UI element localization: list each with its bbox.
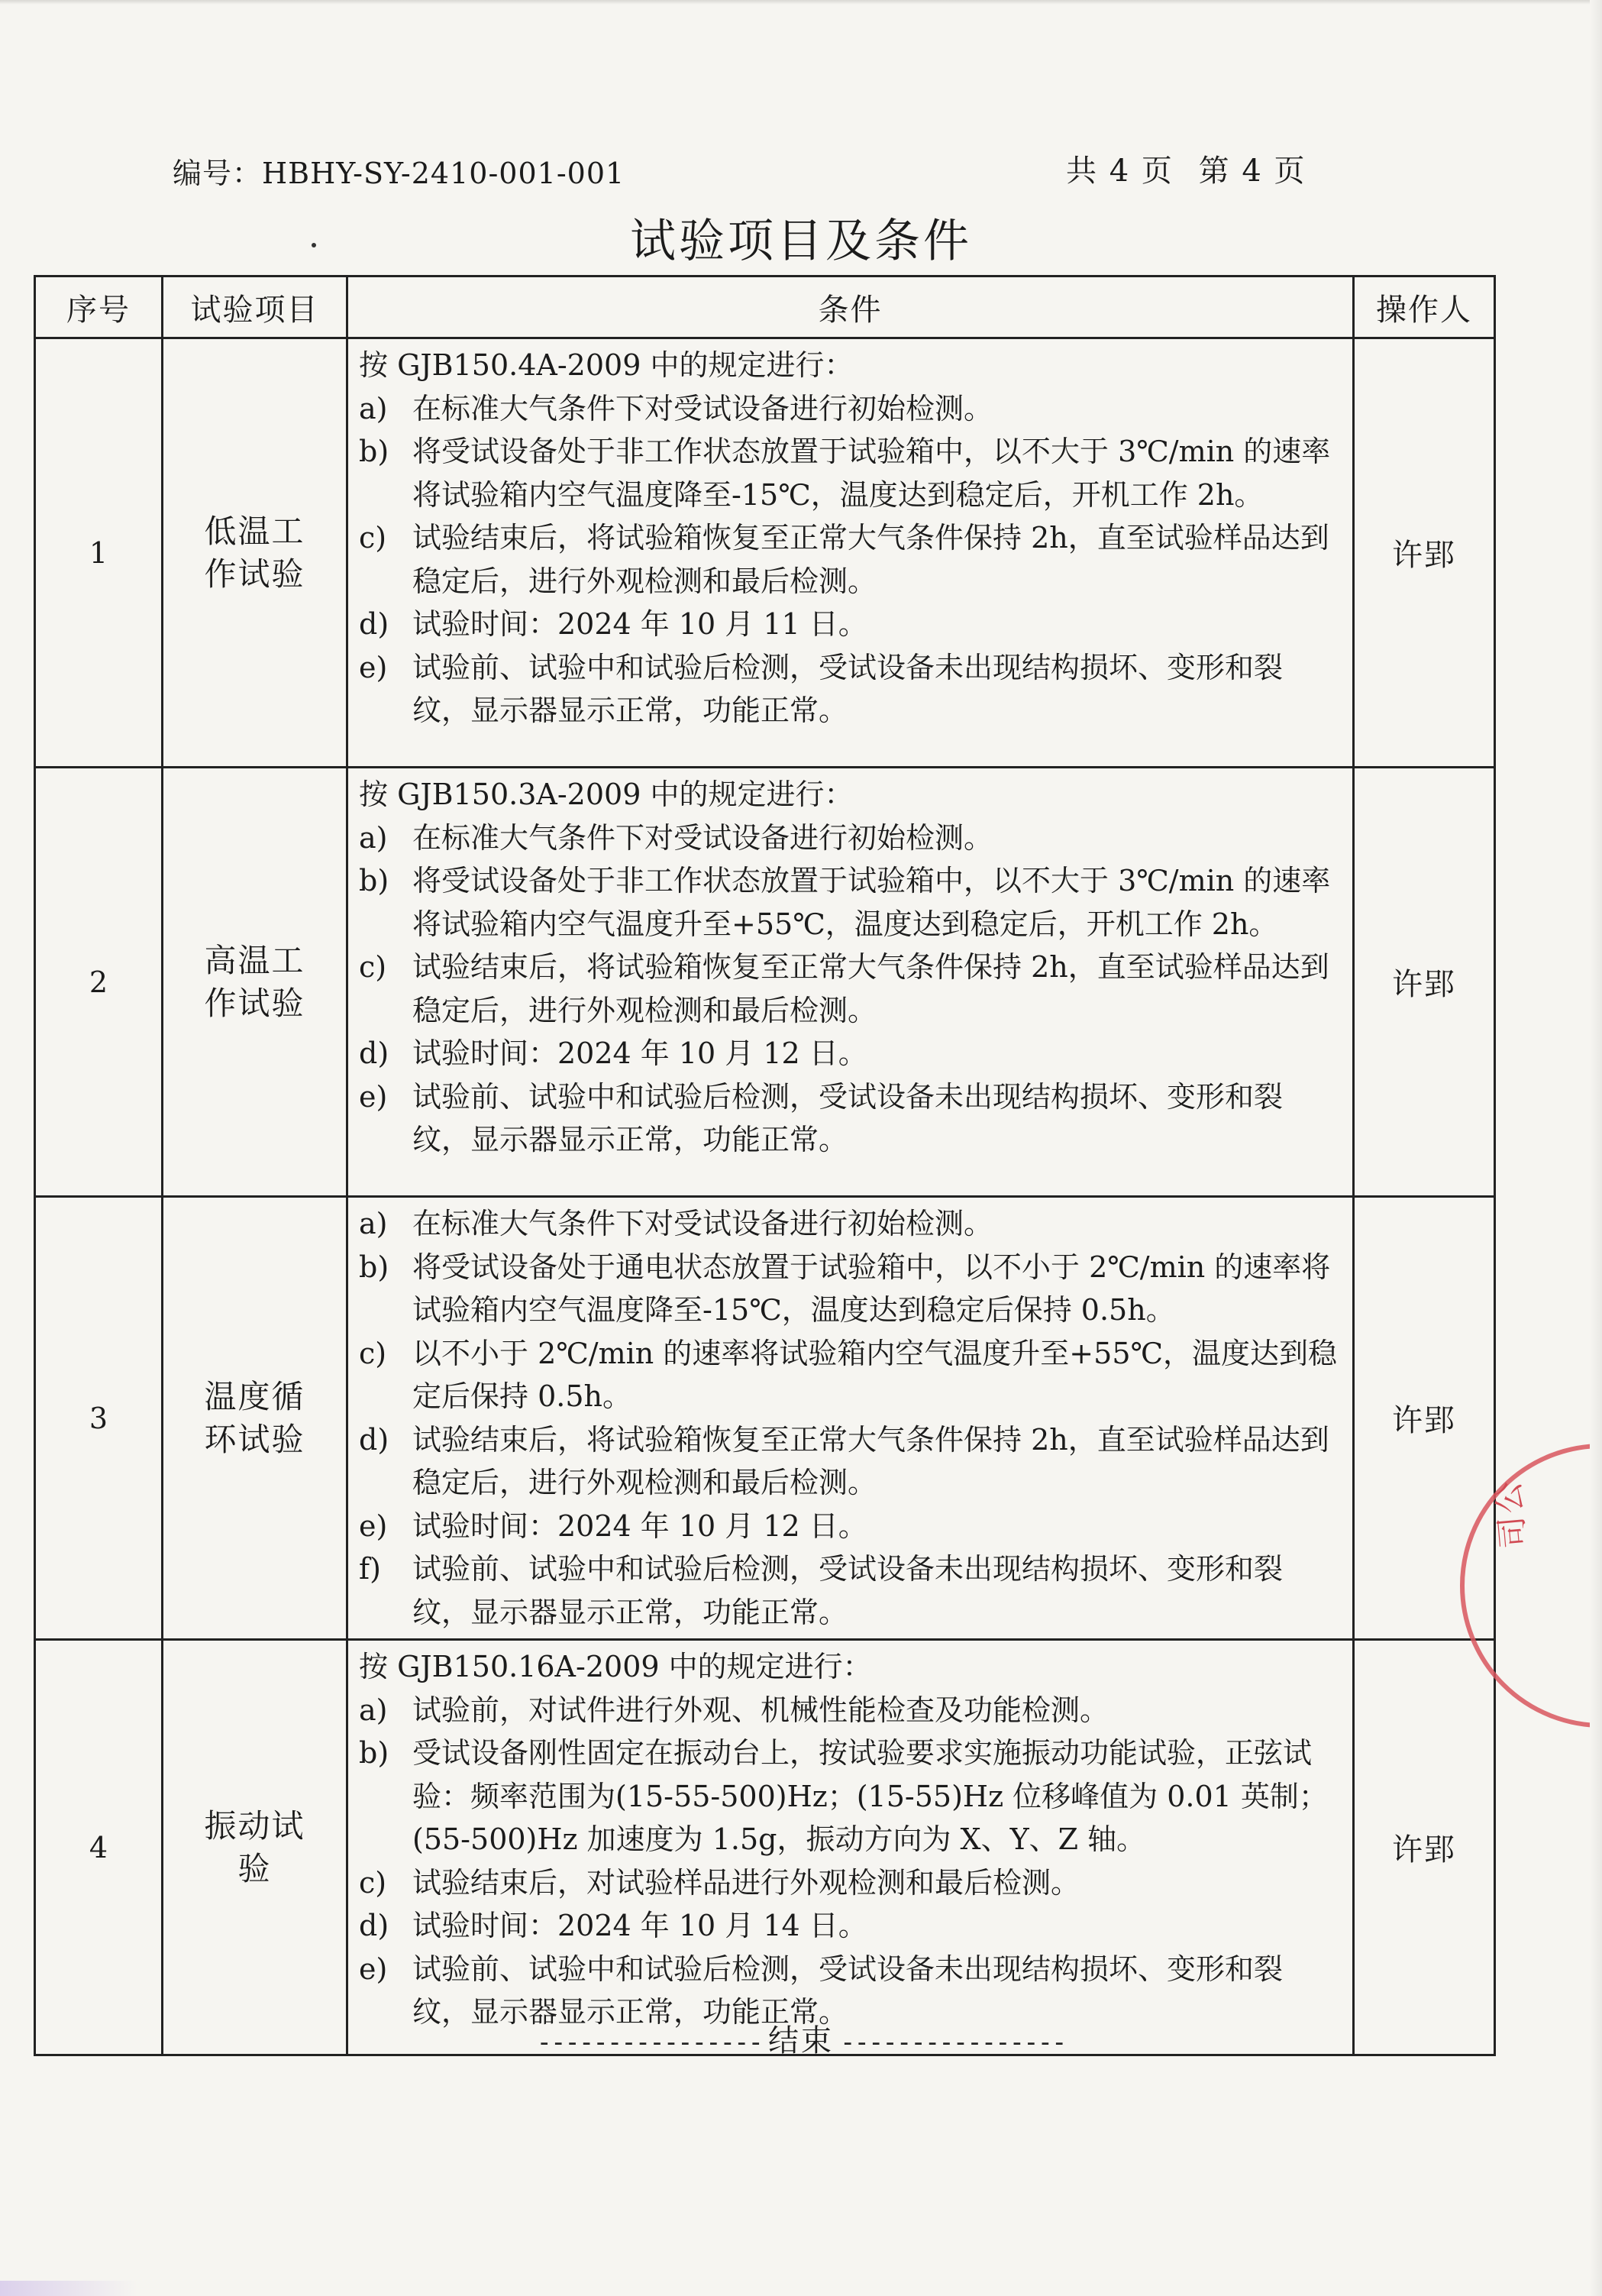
item-text: 将受试设备处于通电状态放置于试验箱中，以不小于 2℃/min 的速率将试验箱内空气温度降至-15℃，温度达到稳定后保持 0.5h。 (412, 1250, 1331, 1327)
condition-item (359, 1246, 1339, 1332)
scan-dot-mark (312, 243, 316, 247)
item-label: c) (359, 521, 387, 555)
item-text: 将受试设备处于非工作状态放置于试验箱中，以不大于 3℃/min 的速率将试验箱内空气温度降至-15℃，温度达到稳定后，开机工作 2h。 (412, 435, 1331, 512)
table-row (35, 768, 1495, 1197)
page-info (1066, 147, 1320, 190)
condition-item (359, 646, 1339, 732)
item-text: 试验结束后，将试验箱恢复至正常大气条件保持 2h，直至试验样品达到稳定后，进行外观检测和最后检测。 (412, 1422, 1329, 1499)
conditions-cell (347, 1640, 1354, 2055)
condition-item (359, 1332, 1339, 1418)
condition-item (359, 430, 1339, 516)
item-label: b) (359, 1250, 389, 1284)
conditions-cell (347, 768, 1354, 1197)
test-name: 温度循环试验 (204, 1377, 305, 1458)
item-text: 试验时间：2024 年 10 月 12 日。 (412, 1036, 867, 1070)
page-right-shadow (1590, 0, 1602, 2296)
item-label: b) (359, 864, 389, 897)
item-label: a) (359, 1207, 388, 1240)
conditions-intro: 按 GJB150.4A-2009 中的规定进行： (359, 348, 854, 382)
item-text: 试验前、试验中和试验后检测，受试设备未出现结构损坏、变形和裂纹，显示器显示正常，功能正常。 (412, 1952, 1284, 2029)
item-label: d) (359, 1036, 389, 1070)
end-dashes-right: ---------------- (840, 2027, 1066, 2058)
condition-item (359, 1075, 1339, 1162)
item-text: 试验结束后，将试验箱恢复至正常大气条件保持 2h，直至试验样品达到稳定后，进行外观检测和最后检测。 (412, 521, 1329, 598)
condition-item (359, 516, 1339, 603)
conditions-cell (347, 338, 1354, 768)
table-row (35, 1197, 1495, 1640)
item-label: b) (359, 1736, 389, 1770)
condition-item (359, 1732, 1339, 1861)
operator-name: 许郢 (1354, 1197, 1495, 1640)
end-marker (0, 2016, 1602, 2060)
condition-item (359, 859, 1339, 946)
item-label: d) (359, 1422, 389, 1457)
header-test-item: 试验项目 (163, 276, 347, 338)
item-label: a) (359, 391, 388, 425)
item-text: 试验前，对试件进行外观、机械性能检查及功能检测。 (412, 1693, 1109, 1727)
item-text: 试验时间：2024 年 10 月 12 日。 (412, 1509, 867, 1543)
condition-item (359, 1418, 1339, 1505)
document-title: 试验项目及条件 (630, 215, 972, 268)
item-text: 将受试设备处于非工作状态放置于试验箱中，以不大于 3℃/min 的速率将试验箱内空气温度升至+55℃，温度达到稳定后，开机工作 2h。 (412, 864, 1331, 941)
test-name: 低温工作试验 (204, 512, 305, 593)
page-current: 第 4 页 (1198, 154, 1306, 189)
condition-item (359, 1689, 1339, 1732)
operator-name: 许郢 (1354, 1640, 1495, 2055)
row-number: 3 (35, 1197, 163, 1640)
test-conditions-table (34, 275, 1496, 2056)
header-operator: 操作人 (1354, 276, 1495, 338)
item-text: 在标准大气条件下对受试设备进行初始检测。 (412, 1207, 993, 1240)
item-label: e) (359, 1079, 388, 1114)
item-text: 以不小于 2℃/min 的速率将试验箱内空气温度升至+55℃，温度达到稳定后保持 0.5h。 (412, 1336, 1338, 1413)
end-text: 结束 (768, 2023, 834, 2058)
item-label: e) (359, 1509, 388, 1543)
item-text: 试验时间：2024 年 10 月 11 日。 (412, 607, 867, 641)
condition-item (359, 1547, 1339, 1634)
item-label: b) (359, 435, 389, 468)
item-text: 试验前、试验中和试验后检测，受试设备未出现结构损坏、变形和裂纹，显示器显示正常，功能正常。 (412, 1079, 1284, 1156)
condition-item (359, 1202, 1339, 1246)
item-label: f) (359, 1552, 381, 1586)
item-label: e) (359, 650, 388, 684)
end-dashes-left: ---------------- (536, 2027, 762, 2058)
item-label: a) (359, 1693, 388, 1727)
item-text: 试验结束后，将试验箱恢复至正常大气条件保持 2h，直至试验样品达到稳定后，进行外观检测和最后检测。 (412, 950, 1329, 1027)
item-text: 在标准大气条件下对受试设备进行初始检测。 (412, 391, 993, 425)
condition-item (359, 603, 1339, 646)
test-name: 振动试验 (204, 1806, 305, 1887)
conditions-intro: 按 GJB150.16A-2009 中的规定进行： (359, 1650, 872, 1683)
table-row (35, 1640, 1495, 2055)
test-name: 高温工作试验 (204, 941, 305, 1022)
item-text: 试验前、试验中和试验后检测，受试设备未出现结构损坏、变形和裂纹，显示器显示正常，功能正常。 (412, 1552, 1284, 1629)
operator-name: 许郢 (1354, 768, 1495, 1197)
item-label: c) (359, 1865, 387, 1900)
table-row (35, 338, 1495, 768)
item-text: 试验时间：2024 年 10 月 14 日。 (412, 1909, 867, 1942)
condition-item (359, 1032, 1339, 1075)
page-total: 共 4 页 (1066, 154, 1174, 189)
condition-item (359, 1904, 1339, 1948)
item-text: 在标准大气条件下对受试设备进行初始检测。 (412, 820, 993, 855)
item-label: c) (359, 1336, 387, 1370)
operator-name: 许郢 (1354, 338, 1495, 768)
item-label: d) (359, 607, 389, 641)
conditions-intro: 按 GJB150.3A-2009 中的规定进行： (359, 778, 854, 811)
item-text: 受试设备刚性固定在振动台上，按试验要求实施振动功能试验，正弦试验：频率范围为(15-55-500)Hz；(15-55)Hz 位移峰值为 0.01 英制；(55-500)Hz 加速度为 1.5g，振动方向为 X、Y、Z 轴。 (412, 1736, 1328, 1856)
item-text: 试验前、试验中和试验后检测，受试设备未出现结构损坏、变形和裂纹，显示器显示正常，功能正常。 (412, 650, 1284, 727)
row-number: 4 (35, 1640, 163, 2055)
scan-bottom-mark (0, 2281, 137, 2296)
header-no: 序号 (35, 276, 163, 338)
condition-item (359, 946, 1339, 1032)
row-number: 1 (35, 338, 163, 768)
condition-item (359, 387, 1339, 431)
seal-text: 司公 (1488, 1476, 1533, 1551)
table-header-row (35, 276, 1495, 338)
condition-item (359, 1861, 1339, 1905)
row-number: 2 (35, 768, 163, 1197)
conditions-cell (347, 1197, 1354, 1640)
page-top-edge (0, 0, 1602, 5)
item-label: e) (359, 1952, 388, 1986)
condition-item (359, 817, 1339, 860)
header-conditions: 条件 (347, 276, 1354, 338)
item-label: c) (359, 950, 387, 984)
item-text: 试验结束后，对试验样品进行外观检测和最后检测。 (412, 1865, 1080, 1900)
condition-item (359, 1505, 1339, 1548)
item-label: a) (359, 820, 388, 855)
document-number: 编号：HBHY-SY-2410-001-001 (173, 157, 625, 190)
item-label: d) (359, 1909, 389, 1942)
